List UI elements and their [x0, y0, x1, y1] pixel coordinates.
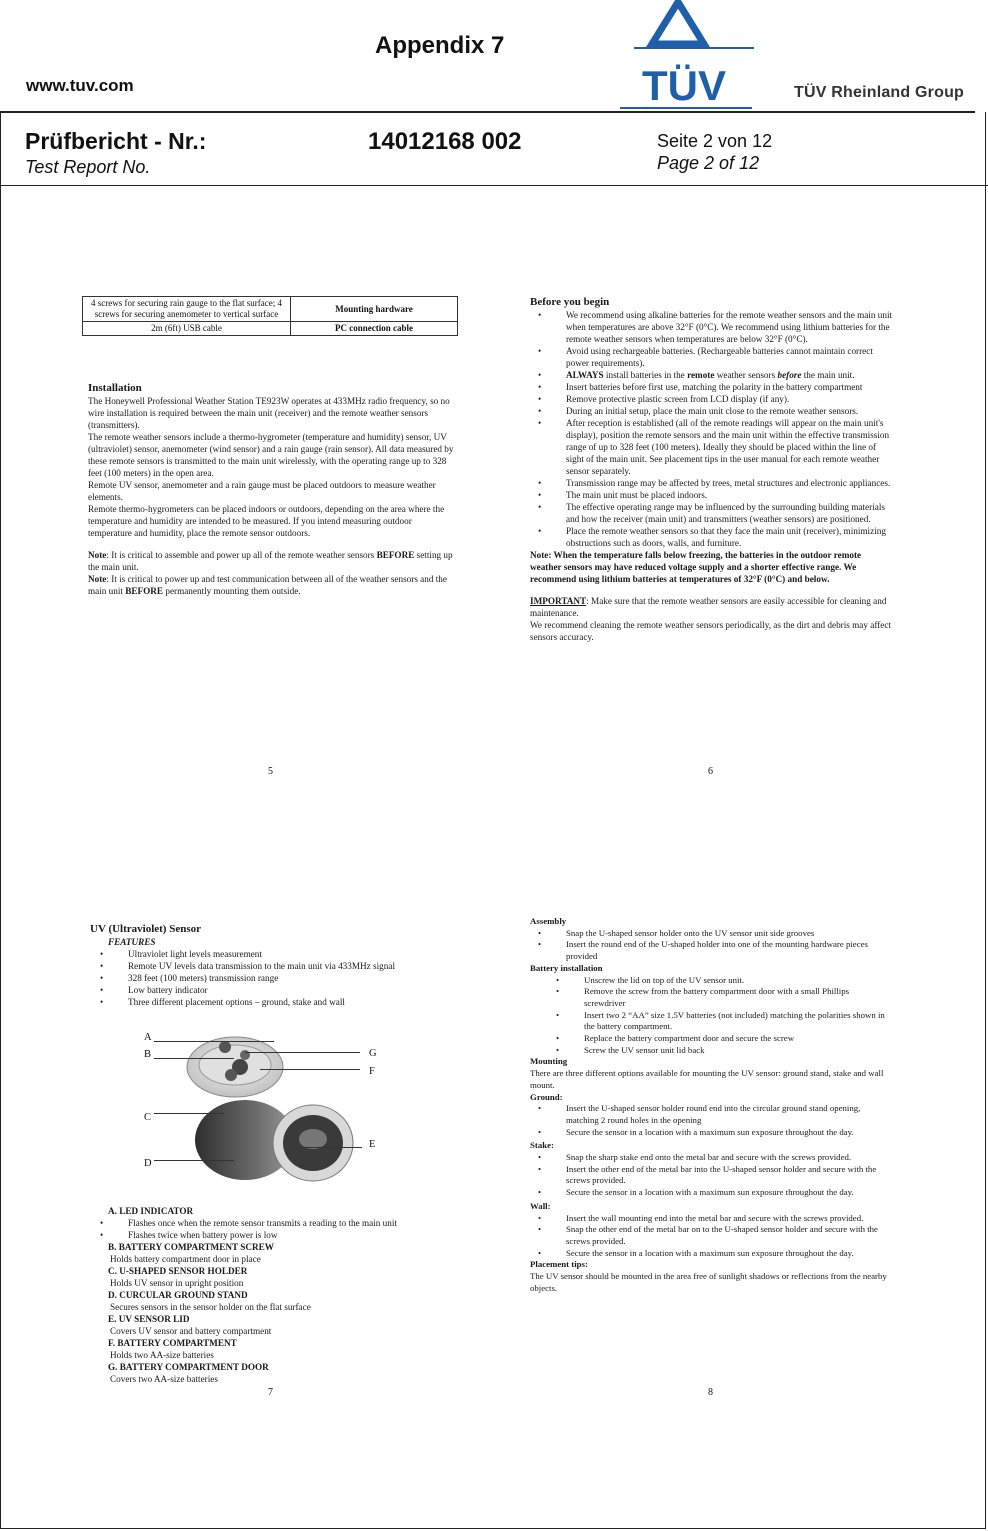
paragraph: Remote thermo-hygrometers can be placed indoors or outdoors, depending on the area where the temperature and humidity are intended to be measured. If you intend measuring outdoor temperature and humidity, place the remote sensor outdoors. — [88, 504, 445, 538]
subheading: Assembly — [530, 916, 567, 926]
list-item: • Flashes twice when battery power is low — [128, 1229, 450, 1241]
list-item: • After reception is established (all of the remote readings will appear on the main unit's display), position the remote sensors and the main unit within the effective transmission range of up to 328 feet (100 meters). Ideally they should be placed within the line of sight of the main unit. See placement tips in the user manual for each remote weather sensor separately. — [566, 417, 894, 477]
table-row — [83, 297, 458, 322]
list-item: • During an initial setup, place the main unit close to the remote weather sensors. — [566, 405, 894, 417]
leader-line — [154, 1113, 224, 1114]
leader-line — [260, 1069, 360, 1070]
tuv-logo-text: TÜV — [642, 62, 726, 109]
list-item: • Insert two 2 “AA” size 1.5V batteries (not included) matching the polarities shown in the battery compartment. — [584, 1010, 892, 1033]
page-indicator-de: Seite 2 von 12 — [657, 131, 773, 151]
page-number: 8 — [708, 1387, 713, 1398]
manual-page-8 — [530, 916, 892, 1295]
subheading: Mounting — [530, 1056, 568, 1067]
bullet-list — [530, 1213, 892, 1260]
features-list — [90, 948, 460, 1008]
paragraph: The UV sensor should be mounted in the area free of sunlight shadows or reflections from the nearby objects. — [530, 1271, 887, 1293]
list-item: • Transmission range may be affected by trees, metal structures and electronic appliances. — [566, 477, 894, 489]
subheading: Battery installation — [530, 962, 603, 973]
part-description: Holds battery compartment door in place — [110, 1254, 261, 1264]
group-name: TÜV Rheinland Group — [794, 84, 965, 101]
subheading: Stake: — [530, 1140, 554, 1151]
manual-page-5 — [88, 381, 454, 597]
part-heading: C. U-SHAPED SENSOR HOLDER — [108, 1266, 248, 1276]
section-heading: Installation — [88, 382, 142, 394]
leader-line — [300, 1147, 362, 1148]
list-item: • Snap the other end of the metal bar on to the U-shaped sensor holder and secure with the screws provided. — [566, 1224, 892, 1247]
list-item: • Insert batteries before first use, matching the polarity in the battery compartment — [566, 381, 894, 393]
list-item: • Insert the round end of the U-shaped holder into one of the mounting hardware pieces provided — [566, 939, 892, 962]
list-item: • Insert the other end of the metal bar into the U-shaped sensor holder and secure with the screws provided. — [566, 1164, 892, 1187]
leader-line — [154, 1160, 234, 1161]
page-number: 5 — [268, 766, 273, 777]
report-number: 14012168 002 — [368, 128, 522, 155]
note-paragraph: Note: When the temperature falls below freezing, the batteries in the outdoor remote weather sensors may have reduced voltage supply and a shorter effective range. We recommend using lithium batteries at temperatures of 32°F (0°C) and below. — [530, 550, 862, 584]
report-label-en: Test Report No. — [25, 157, 151, 177]
bullet-list — [530, 1103, 892, 1138]
diagram-label-d: D — [144, 1158, 152, 1169]
section-heading: Before you begin — [530, 296, 610, 308]
page-number: 6 — [708, 766, 713, 777]
diagram-label-a: A — [144, 1032, 152, 1043]
hardware-table — [82, 296, 458, 336]
list-item: • Snap the sharp stake end onto the metal bar and secure with the screws provided. — [566, 1152, 892, 1164]
list-item: • We recommend using alkaline batteries for the remote weather sensors and the main unit when temperatures are above 32°F (0°C). We recommend using lithium batteries for the remote weather sensors when temperatures are below 32°F (0°C). — [566, 309, 894, 345]
leader-line — [154, 1058, 234, 1059]
tuv-logo-triangle — [652, 2, 704, 44]
manual-page-6 — [530, 295, 894, 643]
list-item: • Remove the screw from the battery compartment door with a small Phillips screwdriver — [584, 986, 892, 1009]
bullet-list — [530, 975, 892, 1057]
part-heading: B. BATTERY COMPARTMENT SCREW — [108, 1242, 274, 1252]
table-cell: 4 screws for securing rain gauge to the flat surface; 4 screws for securing anemometer to vertical surface — [83, 297, 291, 322]
list-item: • Remote UV levels data transmission to the main unit via 433MHz signal — [128, 960, 460, 972]
list-item: • Low battery indicator — [128, 984, 460, 996]
paragraph: Remote UV sensor, anemometer and a rain gauge must be placed outdoors to measure weather elements. — [88, 480, 436, 502]
list-item: • Place the remote weather sensors so that they face the main unit (receiver), minimizing obstructions such as doors, walls, and furniture. — [566, 525, 894, 549]
part-heading: F. BATTERY COMPARTMENT — [108, 1338, 237, 1348]
list-item: • Secure the sensor in a location with a maximum sun exposure throughout the day. — [566, 1127, 892, 1139]
table-row — [83, 322, 458, 336]
part-description: Secures sensors in the sensor holder on the flat surface — [110, 1302, 311, 1312]
part-heading: E. UV SENSOR LID — [108, 1314, 190, 1324]
leader-line — [245, 1052, 360, 1053]
list-item: • Screw the UV sensor unit lid back — [584, 1045, 892, 1057]
diagram-label-f: F — [369, 1066, 375, 1077]
report-label-de: Prüfbericht - Nr.: — [25, 128, 207, 154]
bullet-list — [530, 928, 892, 963]
page-number: 7 — [268, 1387, 273, 1398]
part-description: Covers two AA-size batteries — [110, 1374, 218, 1384]
list-item: • Insert the U-shaped sensor holder round end into the circular ground stand opening, matching 2 round holes in the opening — [566, 1103, 892, 1126]
paragraph: We recommend cleaning the remote weather sensors periodically, as the dirt and debris may affect sensors accuracy. — [530, 620, 892, 642]
manual-page-7-top — [90, 922, 460, 1008]
paragraph: The Honeywell Professional Weather Station TE923W operates at 433MHz radio frequency, so no wire installation is required between the main unit (receiver) and the remote weather sensors (transmitters). — [88, 396, 450, 430]
list-item: • Secure the sensor in a location with a maximum sun exposure throughout the day. — [566, 1248, 892, 1260]
report-rule — [0, 185, 988, 186]
website-url: www.tuv.com — [26, 76, 134, 95]
subheading: Ground: — [530, 1091, 563, 1102]
diagram-label-b: B — [144, 1049, 152, 1060]
bullet-list — [530, 1152, 892, 1199]
paragraph: There are three different options available for mounting the UV sensor: ground stand, stake and wall mount. — [530, 1068, 884, 1090]
list-item: • Secure the sensor in a location with a maximum sun exposure throughout the day. — [566, 1187, 892, 1199]
bullet-list — [530, 309, 894, 549]
part-heading: D. CURCULAR GROUND STAND — [108, 1290, 248, 1300]
part-description: Covers UV sensor and battery compartment — [110, 1326, 272, 1336]
diagram-label-e: E — [369, 1139, 376, 1150]
list-item: • Insert the wall mounting end into the metal bar and secure with the screws provided. — [566, 1213, 892, 1225]
list-item: • The main unit must be placed indoors. — [566, 489, 894, 501]
list-item: • 328 feet (100 meters) transmission range — [128, 972, 460, 984]
list-item: • Flashes once when the remote sensor transmits a reading to the main unit — [128, 1217, 450, 1229]
list-item: • Snap the U-shaped sensor holder onto the UV sensor unit side grooves — [566, 928, 892, 940]
features-label: FEATURES — [108, 937, 156, 947]
part-description: Holds two AA-size batteries — [110, 1350, 214, 1360]
bullet-list — [110, 1217, 450, 1241]
diagram-label-c: C — [144, 1112, 152, 1123]
note-paragraph: Note: It is critical to assemble and power up all of the remote weather sensors BEFORE setting up the main unit. — [88, 550, 453, 572]
appendix-title: Appendix 7 — [375, 32, 505, 59]
table-cell: PC connection cable — [291, 322, 458, 336]
diagram-label-g: G — [369, 1048, 377, 1059]
part-description: Holds UV sensor in upright position — [110, 1278, 244, 1288]
subheading: Wall: — [530, 1200, 551, 1211]
list-item: • Replace the battery compartment door and secure the screw — [584, 1033, 892, 1045]
subheading: Placement tips: — [530, 1259, 588, 1270]
part-heading: A. LED INDICATOR — [108, 1206, 194, 1216]
list-item: • Avoid using rechargeable batteries. (Rechargeable batteries cannot maintain correct power requirements). — [566, 345, 894, 369]
table-cell: Mounting hardware — [291, 297, 458, 322]
page-indicator-en: Page 2 of 12 — [657, 153, 760, 173]
part-heading: G. BATTERY COMPARTMENT DOOR — [108, 1362, 269, 1372]
tuv-logo — [620, 0, 760, 112]
uv-sensor-illustration — [185, 1025, 375, 1195]
important-paragraph: IMPORTANT: Make sure that the remote weather sensors are easily accessible for cleaning and maintenance. — [530, 596, 887, 618]
list-item: • The effective operating range may be influenced by the surrounding building materials and how the receiver (main unit) and transmitters (weather sensors) are positioned. — [566, 501, 894, 525]
list-item: • Three different placement options – ground, stake and wall — [128, 996, 460, 1008]
list-item: • ALWAYS install batteries in the remote weather sensors before the main unit. — [566, 369, 894, 381]
leader-line — [154, 1041, 274, 1042]
paragraph: The remote weather sensors include a thermo-hygrometer (temperature and humidity) sensor, UV (ultraviolet) sensor, anemometer (wind sensor) and a rain gauge (rain sensor). All data measured by these remote sensors is transmitted to the main unit wirelessly, with the operating range up to 328 feet (100 meters) in the open area. — [88, 432, 454, 478]
list-item: • Ultraviolet light levels measurement — [128, 948, 460, 960]
list-item: • Remove protective plastic screen from LCD display (if any). — [566, 393, 894, 405]
list-item: • Unscrew the lid on top of the UV sensor unit. — [584, 975, 892, 987]
section-heading: UV (Ultraviolet) Sensor — [90, 923, 201, 935]
note-paragraph: Note: It is critical to power up and test communication between all of the weather sensors and the main unit BEFORE permanently mounting them outside. — [88, 574, 447, 596]
parts-list — [110, 1205, 450, 1385]
table-cell: 2m (6ft) USB cable — [83, 322, 291, 336]
